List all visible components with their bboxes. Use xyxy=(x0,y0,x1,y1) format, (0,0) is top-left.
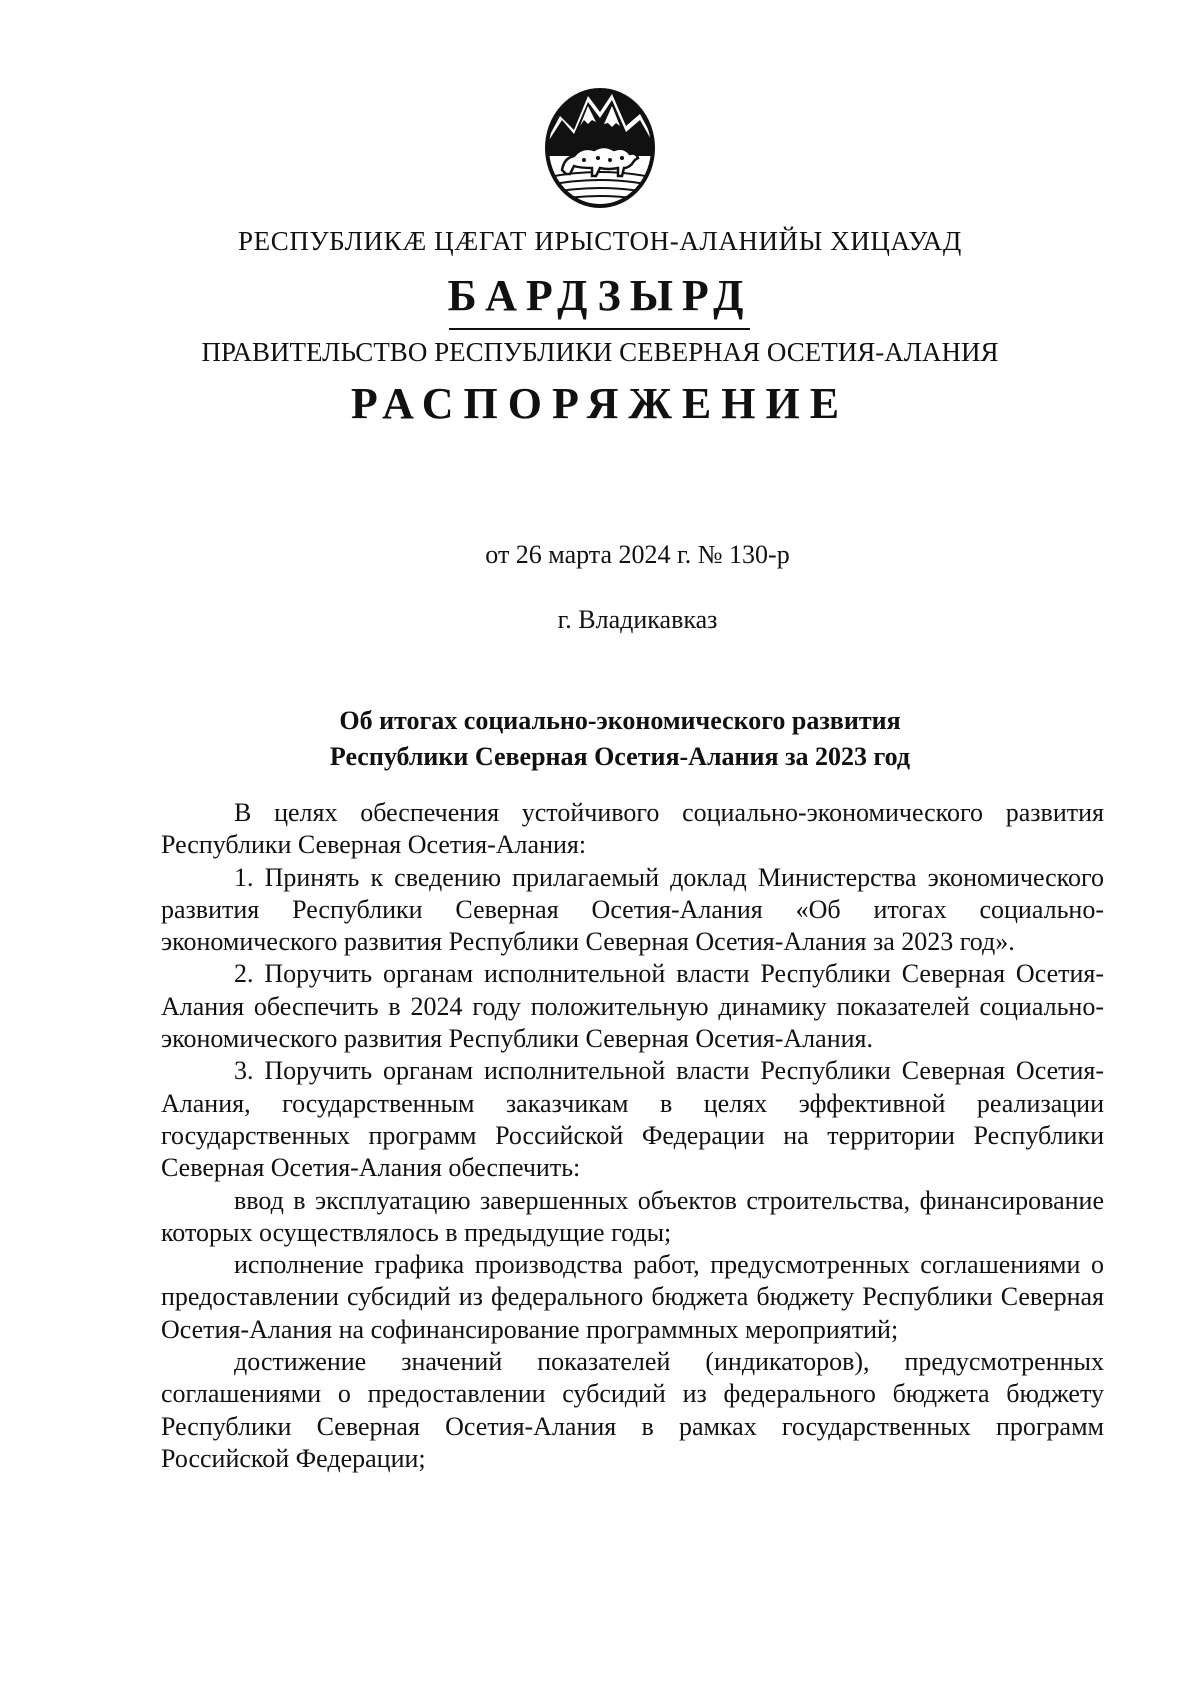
body-paragraph: достижение значений показателей (индикаторов), предусмотренных соглашениями о предоставлении субсидий из федерального бюджета бюджету Республики Северная Осетия-Алания в рамках государственных программ Российской Федерации; xyxy=(161,1347,1104,1473)
coat-of-arms-icon xyxy=(540,86,660,216)
russian-government-name: ПРАВИТЕЛЬСТВО РЕСПУБЛИКИ СЕВЕРНАЯ ОСЕТИЯ-АЛАНИЯ xyxy=(201,337,999,367)
document-title-line: Об итогах социально-экономического развития xyxy=(339,706,901,735)
russian-doc-type: РАСПОРЯЖЕНИЕ xyxy=(350,379,850,428)
header-divider xyxy=(449,328,750,330)
ossetian-government-name: РЕСПУБЛИКӔ ЦӔГАТ ИРЫСТОН-АЛАНИЙЫ ХИЦАУАД xyxy=(238,226,962,256)
body-paragraph: 1. Принять к сведению прилагаемый доклад Министерства экономического развития Республики Северная Осетия-Алания «Об итогах социально-экономического развития Республики Северная Осетия-Алания за 2023 год». xyxy=(161,862,1104,957)
document-title xyxy=(0,703,1200,775)
document-title-line: Республики Северная Осетия-Алания за 2023 год xyxy=(329,742,911,771)
document-body xyxy=(161,797,1104,1475)
document-city: г. Владикавказ xyxy=(557,605,718,634)
body-paragraph: В целях обеспечения устойчивого социально-экономического развития Республики Северная Осетия-Алания: xyxy=(161,798,1104,860)
body-paragraph: ввод в эксплуатацию завершенных объектов строительства, финансирование которых осуществлялось в предыдущие годы; xyxy=(161,1185,1104,1247)
ossetian-doc-type: БАРДЗЫРД xyxy=(447,271,753,320)
body-paragraph: 2. Поручить органам исполнительной власти Республики Северная Осетия-Алания обеспечить в 2024 году положительную динамику показателей социально-экономического развития Республики Северная Осетия-Алания. xyxy=(161,959,1104,1054)
body-paragraph: 3. Поручить органам исполнительной власти Республики Северная Осетия-Алания, государственным заказчикам в целях эффективной реализации государственных программ Российской Федерации на территории Республики Северная Осетия-Алания обеспечить: xyxy=(161,1056,1104,1183)
document-date-number: от 26 марта 2024 г. № 130-р xyxy=(485,540,790,569)
body-paragraph: исполнение графика производства работ, предусмотренных соглашениями о предоставлении субсидий из федерального бюджета бюджету Республики Северная Осетия-Алания на софинансирование программных мероприятий; xyxy=(161,1250,1104,1344)
